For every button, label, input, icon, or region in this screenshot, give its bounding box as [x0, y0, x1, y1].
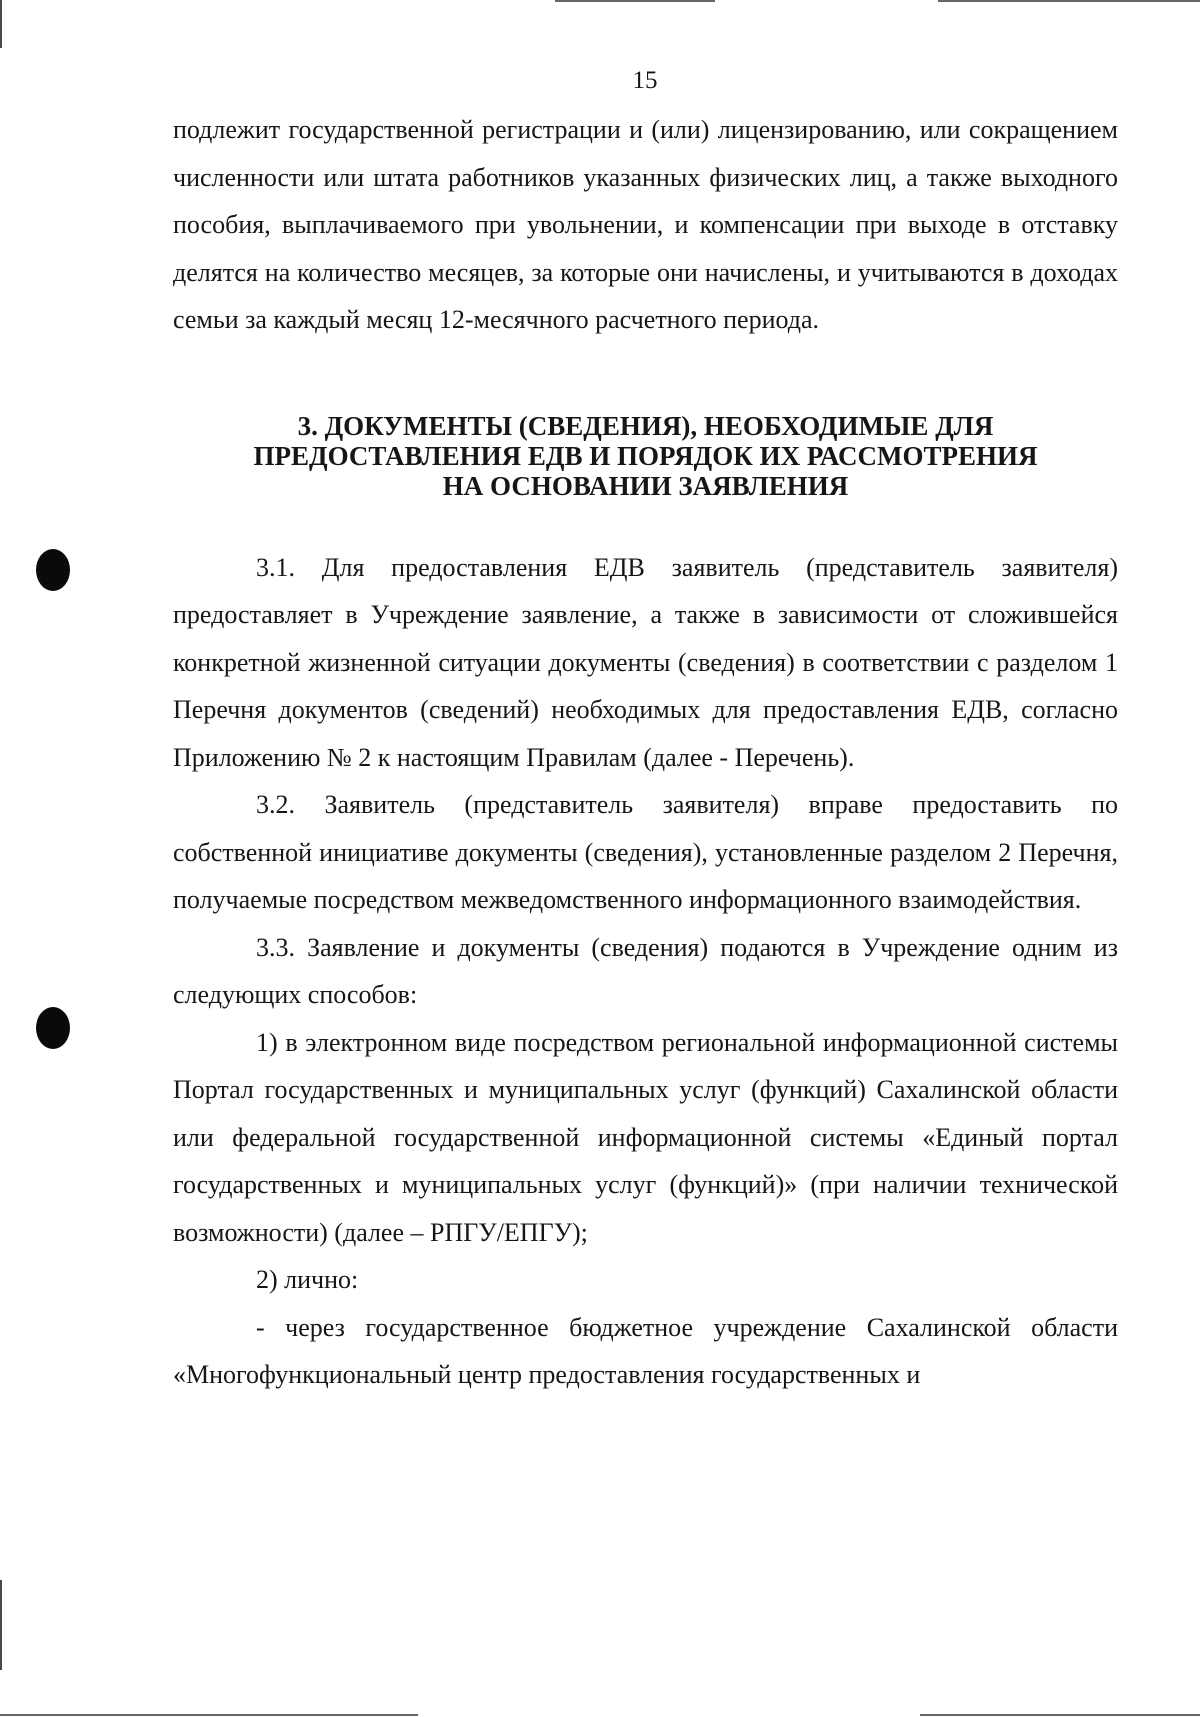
scan-edge-mark	[0, 0, 2, 48]
section-heading-line: ПРЕДОСТАВЛЕНИЯ ЕДВ И ПОРЯДОК ИХ РАССМОТРЕНИЯ	[253, 440, 1038, 471]
scan-edge-mark	[0, 1580, 2, 1670]
list-item-in-person: 2) лично:	[256, 1265, 359, 1294]
punch-hole	[36, 1007, 70, 1049]
scan-edge-line	[0, 1714, 418, 1716]
paragraph-3-2: 3.2. Заявитель (представитель заявителя) вправе предоставить по собственной инициативе документы (сведения), установленные разделом 2 Перечня, получаемые посредством межведомственного информационного взаимодействия.	[173, 790, 1118, 914]
page-number: 15	[632, 67, 658, 94]
paragraph-3-1: 3.1. Для предоставления ЕДВ заявитель (представитель заявителя) предоставляет в Учреждение заявление, а также в зависимости от сложившейся конкретной жизненной ситуации документы (сведения) в соответствии с разделом 1 Перечня документов (сведений) необходимых для предоставления ЕДВ, согласно Приложению № 2 к настоящим Правилам (далее - Перечень).	[173, 552, 1118, 772]
document-body	[173, 106, 1118, 1399]
section-heading-line: 3. ДОКУМЕНТЫ (СВЕДЕНИЯ), НЕОБХОДИМЫЕ ДЛЯ	[297, 410, 994, 441]
scan-edge-line	[938, 0, 1200, 2]
punch-hole	[36, 549, 70, 591]
list-item-electronic: 1) в электронном виде посредством региональной информационной системы Портал государственных и муниципальных услуг (функций) Сахалинской области или федеральной государственной информационной системы «Единый портал государственных и муниципальных услуг (функций)» (при наличии технической возможности) (далее – РПГУ/ЕПГУ);	[173, 1027, 1118, 1247]
scan-edge-line	[920, 1714, 1200, 1716]
paragraph-3-3: 3.3. Заявление и документы (сведения) подаются в Учреждение одним из следующих способов:	[173, 932, 1118, 1009]
section-heading	[173, 411, 1118, 501]
continuation-paragraph: подлежит государственной регистрации и (или) лицензированию, или сокращением численности или штата работников указанных физических лиц, а также выходного пособия, выплачиваемого при увольнении, и компенсации при выходе в отставку делятся на количество месяцев, за которые они начислены, и учитываются в доходах семьи за каждый месяц 12-месячного расчетного периода.	[173, 115, 1118, 334]
section-heading-line: НА ОСНОВАНИИ ЗАЯВЛЕНИЯ	[442, 470, 849, 501]
list-subitem-mfc: - через государственное бюджетное учреждение Сахалинской области «Многофункциональный центр предоставления государственных и	[173, 1312, 1118, 1389]
scan-edge-line	[555, 0, 715, 2]
